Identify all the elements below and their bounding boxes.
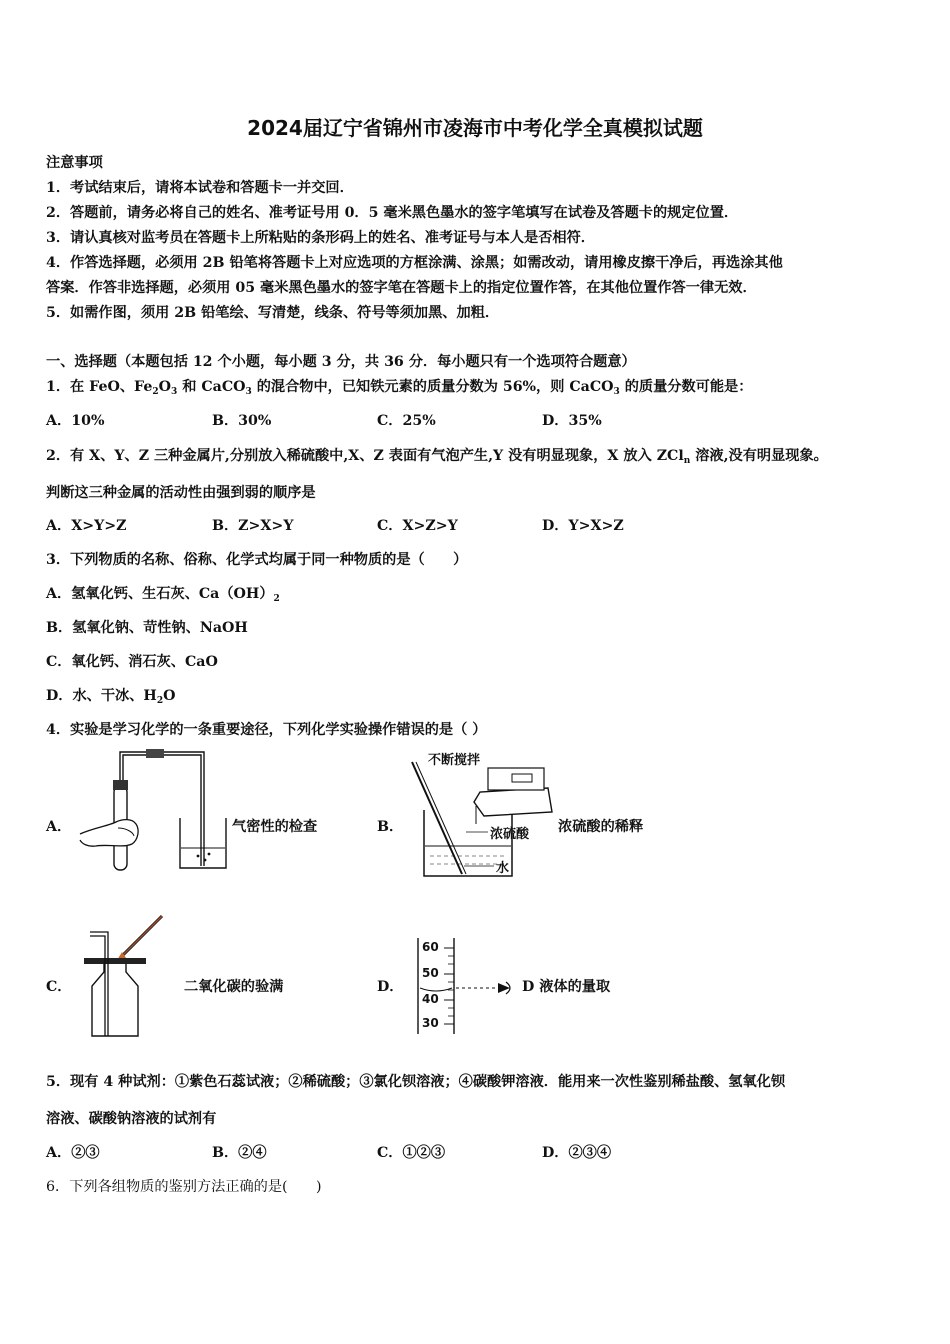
co2-full-check-figure <box>80 912 172 1040</box>
section-heading: 一、选择题（本题包括 12 个小题，每小题 3 分，共 36 分．每小题只有一个选项符合题意） <box>46 354 636 370</box>
q4-option-c-label: 二氧化碳的验满 <box>184 979 284 995</box>
q4-option-b-label: 浓硫酸的稀释 <box>558 819 644 835</box>
q5-option-a: A．②③ <box>46 1145 100 1161</box>
q1-option-d: D．35% <box>542 413 602 429</box>
airtightness-check-figure <box>78 748 230 873</box>
notice-item-4-cont: 答案．作答非选择题，必须用 05 毫米黑色墨水的签字笔在答题卡上的指定位置作答，在其他位置作答一律无效． <box>46 280 757 296</box>
question-1-stem: 1．在 FeO、$Fe_2O_3$ 和 CaCO$_3$ 的混合物中，已知铁元素的质量分数为 56%，则 CaCO$_3$ 的质量分数可能是： <box>46 379 753 397</box>
question-6-stem: 6．下列各组物质的鉴别方法正确的是( ) <box>46 1179 322 1195</box>
notice-item-2: 2．答题前，请务必将自己的姓名、准考证号用 0．5 毫米黑色墨水的签字笔填写在试卷及答题卡的规定位置． <box>46 205 739 221</box>
question-4-stem: 4．实验是学习化学的一条重要途径，下列化学实验操作错误的是（ ） <box>46 722 487 738</box>
q3-option-d: D．水、干冰、$H_2O$ <box>46 688 176 706</box>
q3-option-a: A．氢氧化钙、生石灰、$Ca(OH)_2$ <box>46 586 280 604</box>
q4-b-fig-acid-label: 浓硫酸 <box>490 827 530 842</box>
q4-option-b-letter: B． <box>377 819 404 835</box>
q5-option-d: D．②③④ <box>542 1145 612 1161</box>
question-3-stem: 3．下列物质的名称、俗称、化学式均属于同一种物质的是（ ） <box>46 552 468 568</box>
q5-option-b: B．②④ <box>212 1145 267 1161</box>
q4-option-a-label: 气密性的检查 <box>232 819 318 835</box>
q4-option-d-letter: D． <box>377 979 404 995</box>
q4-option-d-label: D 液体的量取 <box>522 979 611 995</box>
q1-option-a: A．10% <box>46 413 105 429</box>
cylinder-tick-40: 40 <box>422 992 439 1006</box>
question-2-stem: 2．有 X、Y、Z 三种金属片,分别放入稀硫酸中,X、Z 表面有气泡产生,Y 没有明显现象，X 放入 ZCl$_n$ 溶液,没有明显现象。 <box>46 448 828 466</box>
page-title: 2024届辽宁省锦州市凌海市中考化学全真模拟试题 <box>247 116 703 140</box>
q4-option-c-letter: C． <box>46 979 72 995</box>
q2-option-d: D．Y>X>Z <box>542 518 624 534</box>
q2-option-b: B．Z>X>Y <box>212 518 294 534</box>
q3-option-c: C．氧化钙、消石灰、CaO <box>46 654 218 670</box>
q4-option-a-letter: A． <box>46 819 72 835</box>
notice-heading: 注意事项 <box>46 155 103 171</box>
q2-option-a: A．X>Y>Z <box>46 518 127 534</box>
notice-item-5: 5．如需作图，须用 2B 铅笔绘、写清楚，线条、符号等须加黑、加粗． <box>46 305 500 321</box>
q1-option-b: B．30% <box>212 413 272 429</box>
cylinder-tick-60: 60 <box>422 940 439 954</box>
cylinder-tick-50: 50 <box>422 966 439 980</box>
question-2-stem-cont: 判断这三种金属的活动性由强到弱的顺序是 <box>46 485 316 501</box>
acid-dilution-figure <box>408 750 556 880</box>
question-5-stem: 5．现有 4 种试剂：①紫色石蕊试液；②稀硫酸；③氯化钡溶液；④碳酸钾溶液．能用来一次性鉴别稀盐酸、氢氧化钡 <box>46 1074 786 1090</box>
q1-option-c: C．25% <box>377 413 436 429</box>
q3-option-b: B．氢氧化钠、苛性钠、NaOH <box>46 620 248 636</box>
q5-option-c: C．①②③ <box>377 1145 446 1161</box>
notice-item-3: 3．请认真核对监考员在答题卡上所粘贴的条形码上的姓名、准考证号与本人是否相符． <box>46 230 595 246</box>
notice-item-1: 1．考试结束后，请将本试卷和答题卡一并交回． <box>46 180 354 196</box>
q2-option-c: C．X>Z>Y <box>377 518 458 534</box>
q4-b-fig-stir-label: 不断搅拌 <box>428 753 481 768</box>
cylinder-tick-30: 30 <box>422 1016 439 1030</box>
q4-b-fig-water-label: 水 <box>496 861 510 876</box>
notice-item-4: 4．作答选择题，必须用 2B 铅笔将答题卡上对应选项的方框涂满、涂黑；如需改动，请用橡皮擦干净后，再选涂其他 <box>46 255 783 271</box>
question-5-stem-cont: 溶液、碳酸钠溶液的试剂有 <box>46 1111 217 1127</box>
